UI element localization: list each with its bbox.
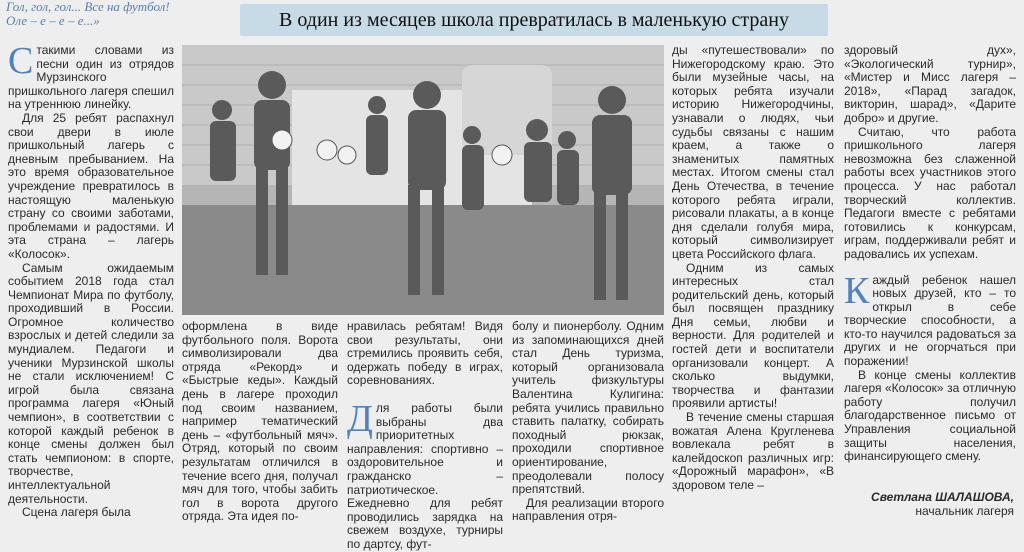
- author-name: Светлана ШАЛАШОВА,: [871, 490, 1014, 504]
- column-2: [182, 320, 338, 524]
- paragraph: ды «путешествовали» по Нижегородскому краю. Это были музейные часы, на которых ребята изучали историю Нижегородчины, узнавали о людях, чьи судьбы связаны с нашим краем, а также о знаменитых памятных местах. Итогом смены стал День Отечества, в течение которого ребята играли, рисовали плакаты, а в конце дня сделали голубя мира, который символизирует цвета Российского флага.: [672, 43, 834, 261]
- paragraph: В конце смены коллектив лагеря «Колосок» за отличную работу получил благодарственное письмо от Управления социальной защиты населения, финансирующего смену.: [844, 367, 1016, 464]
- drop-cap: С: [8, 40, 34, 82]
- paragraph: [347, 397, 503, 552]
- paragraph: Для 25 ребят распахнул свои двери в июле пришкольный лагерь с дневным пребыванием. На это время образовательное учреждение превратилось в настоящую маленькую страну со своими заботами, проблемами и радостями. И эта страна – лагерь «Колосок».: [8, 110, 174, 261]
- headline-bar: [240, 4, 828, 36]
- author-role: начальник лагеря: [915, 504, 1014, 518]
- column-4: [512, 320, 664, 524]
- paragraph-text: такими словами из песни один из отрядов Мурзинского пришкольного лагеря спешил на утреннюю линейку.: [8, 43, 174, 112]
- paragraph: В течение смены старшая вожатая Алена Кругленева вовлекала ребят в калейдоскоп различных игр: «Дорожный марафон», «В здоровом теле –: [672, 410, 834, 492]
- paragraph: Для реализации второго направления отря-: [512, 495, 664, 524]
- paragraph: нравилась ребятам! Видя свои результаты, они стремились проявить себя, одержать победу в играх, соревнованиях.: [347, 319, 503, 388]
- paragraph-text: ля работы были выбраны два приоритетных направления: спортивно – оздоровительное и гражданско – патриотическое. Ежедневно для ребят проводились зарядка на свежем воздухе, турниры по дартсу, фут-: [347, 400, 503, 551]
- paragraph: Самым ожидаемым событием 2018 года стал Чемпионат Мира по футболу, проходивший в России. Огромное количество взрослых и детей следили за мундиалем. Педагоги и ученики Мурзинской школы не стали исключением! С игрой была связана программа лагеря «Юный чемпион», в соответствии с которой каждый ребенок в конце смены должен был стать чемпионом: в спорте, творчестве, интеллектуальной деятельности.: [8, 260, 174, 506]
- paragraph: Считаю, что работа пришкольного лагеря невозможна без слаженной работы всех участников этого процесса. У нас работал творческий коллектив. Педагоги вместе с ребятами готовились к конкурсам, играм, поддерживали ребят и радовались их успехам.: [844, 124, 1016, 261]
- drop-cap: К: [844, 269, 870, 312]
- photo-illustration: [182, 45, 664, 315]
- column-1: [8, 40, 174, 520]
- headline: В один из месяцев школа превратилась в маленькую страну: [279, 8, 789, 31]
- drop-cap: Д: [347, 397, 373, 440]
- signature: [871, 490, 1014, 518]
- paragraph: [8, 40, 174, 112]
- tagline-line-2: Оле – е – е – е...»: [6, 13, 100, 28]
- tagline-line-1: Гол, гол, гол... Все на футбол!: [6, 0, 170, 14]
- column-6: [844, 44, 1016, 464]
- column-5: [672, 44, 834, 493]
- tagline: [6, 0, 241, 28]
- paragraph: Сцена лагеря была: [22, 505, 131, 520]
- column-3: [347, 320, 503, 552]
- paragraph: болу и пионерболу. Одним из запоминающихся дней стал День туризма, который организовала учитель физкультуры Валентина Кулигина: ребята учились правильно ставить палатку, собирать походный рюкзак, проходили спортивное ориентирование, преодолевали полосу препятствий.: [512, 319, 664, 497]
- photo-children-dancing: [182, 45, 664, 315]
- paragraph-text: аждый ребенок нашел новых друзей, кто – то открыл в себе творческие способности, а кто-то научился радоваться за других и не огорчаться при поражении!: [844, 272, 1016, 369]
- paragraph: [844, 269, 1016, 369]
- paragraph: здоровый дух», «Экологический турнир», «Мистер и Мисс лагеря – 2018», «Парад загадок, викторин, шарад», «Дарите добро» и другие.: [844, 43, 1016, 125]
- paragraph: оформлена в виде футбольного поля. Ворота символизировали два отряда «Рекорд» и «Быстрые кеды». Каждый день в лагере проходил под своим названием, например тематический день – «футбольный мяч». Отряд, который по своим результатам отличился в течение всего дня, получал мяч для того, чтобы забить гол в ворота другого отряда. Эта идея по-: [182, 319, 338, 524]
- paragraph: Одним из самых интересных стал родительский день, который был посвящен празднику Дня семьи, любви и верности. Для родителей и гостей дети и воспитатели организовали концерт. А сколько выдумки, творчества и фантазии проявили артисты!: [672, 260, 834, 411]
